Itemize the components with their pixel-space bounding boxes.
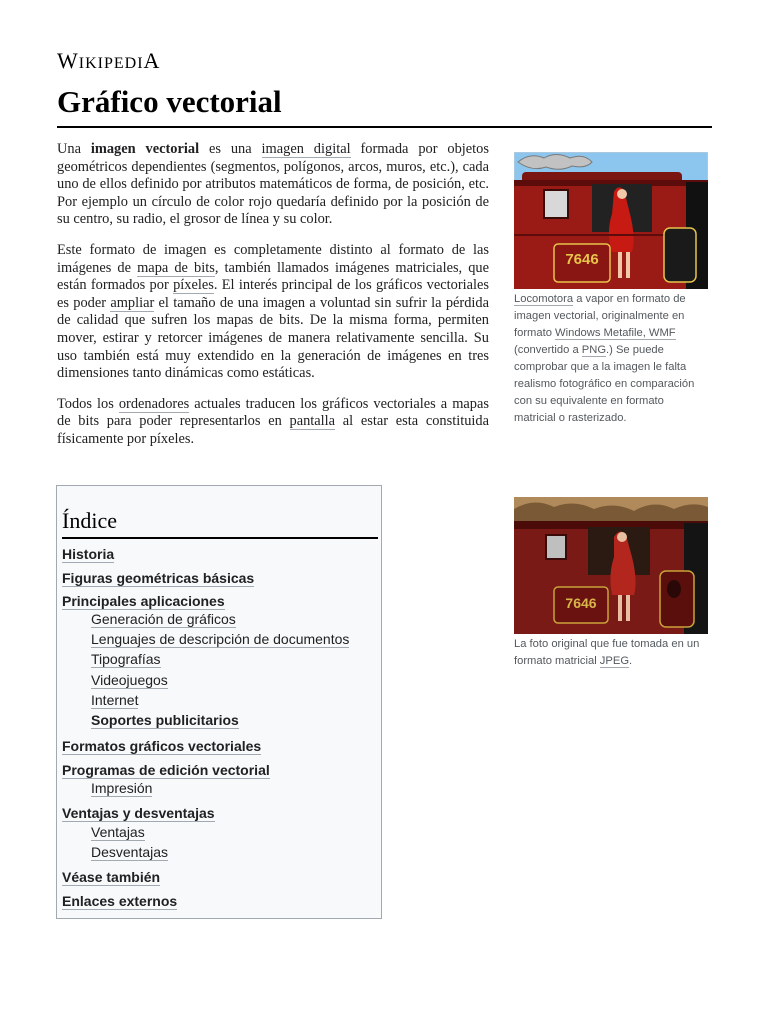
toc-item-programas-edicion[interactable]: Programas de edición vectorial <box>62 762 270 778</box>
figure-photo <box>514 497 708 670</box>
toc-item-historia[interactable]: Historia <box>62 546 115 562</box>
logo-letter: W <box>57 48 79 73</box>
toc-item-enlaces-externos[interactable]: Enlaces externos <box>62 893 178 909</box>
link-imagen-digital[interactable]: imagen digital <box>261 141 351 157</box>
text: al estar esta constituida físicamente por píxeles. <box>57 413 490 447</box>
toc-title: Índice <box>62 508 378 539</box>
link-windows-metafile[interactable]: Windows Metafile, WMF <box>555 327 676 339</box>
text: Este formato de imagen es completamente distinto al formato de las imágenes de <box>57 241 489 276</box>
toc-item-tipografias[interactable]: Tipografías <box>91 651 161 667</box>
logo-letters: IKIPEDI <box>78 55 144 72</box>
link-pantalla[interactable]: pantalla <box>289 413 336 430</box>
toc-item-ventajas[interactable]: Ventajas <box>91 824 145 840</box>
page-title: Gráfico vectorial <box>57 84 282 119</box>
title-divider <box>57 126 712 128</box>
toc-item-soportes-publicitarios[interactable]: Soportes publicitarios <box>91 712 239 728</box>
link-jpeg[interactable]: JPEG <box>599 655 630 667</box>
text: a vapor en formato de imagen vectorial, originalmente en formato <box>514 293 686 339</box>
text: actuales traducen los gráficos vectoriales a mapas de bits para poder representarlos en <box>57 395 489 430</box>
link-locomotora[interactable]: Locomotora <box>514 293 574 305</box>
bold-term: imagen vectorial <box>90 141 200 157</box>
link-pixeles[interactable]: píxeles <box>173 277 214 294</box>
logo-letter: A <box>143 48 161 73</box>
link-ampliar[interactable]: ampliar <box>110 294 155 311</box>
engine-number-label: 7646 <box>565 595 597 611</box>
paragraph-3 <box>57 396 489 449</box>
text: La foto original que fue tomada en un formato matricial <box>514 638 700 667</box>
toc-item-ventajas-desventajas[interactable]: Ventajas y desventajas <box>62 805 215 821</box>
text: . <box>629 655 633 667</box>
toc-item-impresion[interactable]: Impresión <box>91 780 153 796</box>
toc-item-generacion-graficos[interactable]: Generación de gráficos <box>91 611 236 627</box>
link-png[interactable]: PNG <box>581 344 607 356</box>
table-of-contents <box>56 485 382 919</box>
paragraph-2 <box>57 242 489 383</box>
photo-locomotive-image[interactable] <box>514 497 708 634</box>
text: , también llamados imágenes matriciales, que están formados por <box>57 259 490 294</box>
link-ordenadores[interactable]: ordenadores <box>118 395 190 412</box>
text: el tamaño de una imagen a voluntad sin sufrir la pérdida de calidad que sufren los mapas de bits. De la misma forma, permiten mover, estirar y retorcer imágenes de manera relativamente sencilla. Su uso también está muy extendido en la generación de imágenes en tres dimensiones tanto dinámicas como estáticas. <box>57 294 489 382</box>
wikipedia-logo[interactable] <box>57 48 160 74</box>
toc-item-formatos-graficos[interactable]: Formatos gráficos vectoriales <box>62 738 262 754</box>
figure-vector-caption <box>514 291 708 427</box>
figure-vector <box>514 152 708 427</box>
figure-photo-caption <box>514 636 708 670</box>
vector-locomotive-image[interactable] <box>514 152 708 289</box>
toc-item-lenguajes-descripcion[interactable]: Lenguajes de descripción de documentos <box>91 631 350 647</box>
text: .) Se puede comprobar que a la imagen le falta realismo fotográfico en comparación con su equivalente en formato matricial o rasterizado. <box>514 344 695 424</box>
paragraph-1 <box>57 141 489 229</box>
text: Todos los <box>57 395 119 412</box>
toc-item-principales-aplicaciones[interactable]: Principales aplicaciones <box>62 593 225 609</box>
text: formada por objetos geométricos dependientes (segmentos, polígonos, arcos, muros, etc.), cada uno de ellos definido por atributos matemáticos de forma, de posición, etc. Por ejemplo un círculo de color rojo quedaría definido por la posición de su centro, su radio, el grosor de línea y su color. <box>57 141 489 228</box>
toc-item-figuras-geometricas[interactable]: Figuras geométricas básicas <box>62 570 255 586</box>
toc-item-vease-tambien[interactable]: Véase también <box>62 869 161 885</box>
link-mapa-de-bits[interactable]: mapa de bits <box>137 259 215 276</box>
text: . El interés principal de los gráficos vectoriales es poder <box>57 277 489 311</box>
toc-item-internet[interactable]: Internet <box>91 692 139 708</box>
text: es una <box>199 141 262 157</box>
text: (convertido a <box>514 344 582 356</box>
engine-number-label: 7646 <box>565 251 599 268</box>
toc-item-desventajas[interactable]: Desventajas <box>91 844 169 860</box>
text: Una <box>57 141 91 157</box>
toc-item-videojuegos[interactable]: Videojuegos <box>91 672 168 688</box>
article-body <box>57 141 489 462</box>
